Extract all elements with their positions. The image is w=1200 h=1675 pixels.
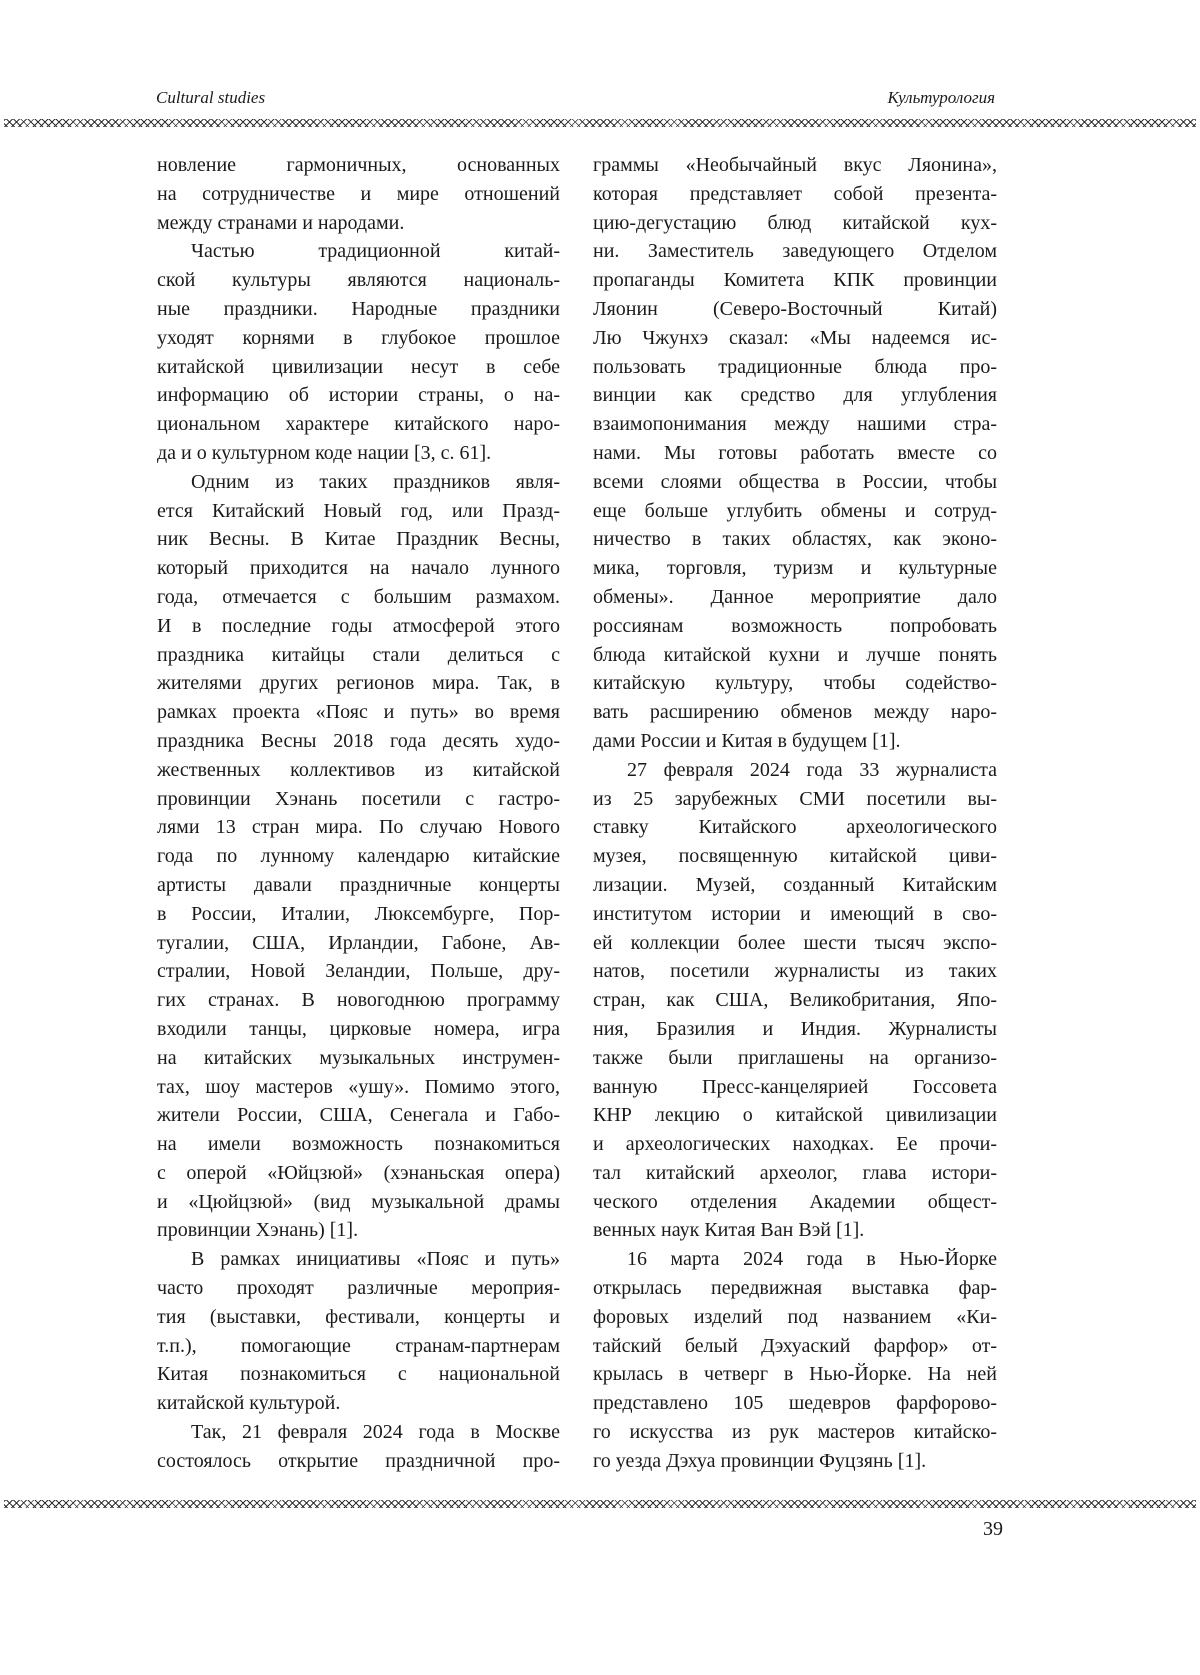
text-line: провинции Хэнань) [1]. [157,1216,560,1245]
text-line: жественных коллективов из китайской [157,756,560,785]
text-line: 16 марта 2024 года в Нью-Йорке [593,1245,997,1274]
paragraph [593,756,997,1246]
text-line: вать расширению обменов между наро- [593,698,997,727]
text-line: представлено 105 шедевров фарфорово- [593,1389,997,1418]
text-line: го искусства из рук мастеров китайско- [593,1418,997,1447]
text-line: китайскую культуру, чтобы содейство- [593,669,997,698]
text-column-left [157,151,560,1476]
text-line: пропаганды Комитета КПК провинции [593,266,997,295]
text-line: новление гармоничных, основанных [157,151,560,180]
paragraph [593,151,997,756]
text-line: также были приглашены на организо- [593,1044,997,1073]
bottom-ornamental-rule [4,1500,1196,1508]
text-line: ния, Бразилия и Индия. Журналисты [593,1015,997,1044]
text-line: россиянам возможность попробовать [593,612,997,641]
text-line: которая представляет собой презента- [593,180,997,209]
text-line: состоялось открытие праздничной про- [157,1447,560,1476]
text-line: ческого отделения Академии общест- [593,1188,997,1217]
paragraph [157,237,560,467]
page-number: 39 [983,1518,1003,1541]
text-line: цию-дегустацию блюд китайской кух- [593,209,997,238]
text-line: ные праздники. Народные праздники [157,295,560,324]
text-line: из 25 зарубежных СМИ посетили вы- [593,785,997,814]
text-line: ей коллекции более шести тысяч экспо- [593,929,997,958]
text-line: И в последние годы атмосферой этого [157,612,560,641]
text-line: форовых изделий под названием «Ки- [593,1303,997,1332]
text-line: открылась передвижная выставка фар- [593,1274,997,1303]
text-line: обмены». Данное мероприятие дало [593,583,997,612]
text-line: нами. Мы готовы работать вместе со [593,439,997,468]
text-line: рамках проекта «Пояс и путь» во время [157,698,560,727]
text-line: ни. Заместитель заведующего Отделом [593,237,997,266]
text-line: Ляонин (Северо-Восточный Китай) [593,295,997,324]
text-line: Китая познакомиться с национальной [157,1360,560,1389]
text-line: артисты давали праздничные концерты [157,871,560,900]
text-line: Лю Чжунхэ сказал: «Мы надеемся ис- [593,324,997,353]
paragraph [157,1245,560,1418]
text-line: с оперой «Юйцзюй» (хэнаньская опера) [157,1159,560,1188]
text-line: жители России, США, Сенегала и Габо- [157,1101,560,1130]
text-line: и «Цюйцзюй» (вид музыкальной драмы [157,1188,560,1217]
text-line: институтом истории и имеющий в сво- [593,900,997,929]
text-line: часто проходят различные мероприя- [157,1274,560,1303]
text-line: на сотрудничестве и мире отношений [157,180,560,209]
text-line: на имели возможность познакомиться [157,1130,560,1159]
paragraph [157,468,560,1246]
text-line: да и о культурном коде нации [3, с. 61]. [157,439,560,468]
text-line: провинции Хэнань посетили с гастро- [157,785,560,814]
top-ornamental-rule [4,119,1196,127]
text-line: тал китайский археолог, глава истори- [593,1159,997,1188]
text-line: и археологических находках. Ее прочи- [593,1130,997,1159]
text-line: ставку Китайского археологического [593,813,997,842]
running-head-left: Cultural studies [156,88,265,108]
text-line: музея, посвященную китайской циви- [593,842,997,871]
text-line: го уезда Дэхуа провинции Фуцзянь [1]. [593,1447,997,1476]
text-line: стран, как США, Великобритания, Япо- [593,986,997,1015]
text-line: между странами и народами. [157,209,560,238]
text-line: ской культуры являются националь- [157,266,560,295]
text-line: т.п.), помогающие странам-партнерам [157,1332,560,1361]
text-line: крылась в четверг в Нью-Йорке. На ней [593,1360,997,1389]
text-line: КНР лекцию о китайской цивилизации [593,1101,997,1130]
text-line: жителями других регионов мира. Так, в [157,669,560,698]
text-line: ник Весны. В Китае Праздник Весны, [157,525,560,554]
text-line: ничество в таких областях, как эконо- [593,525,997,554]
text-line: праздника китайцы стали делиться с [157,641,560,670]
text-line: уходят корнями в глубокое прошлое [157,324,560,353]
text-line: винции как средство для углубления [593,381,997,410]
text-line: китайской культурой. [157,1389,560,1418]
text-line: тах, шоу мастеров «ушу». Помимо этого, [157,1073,560,1102]
text-line: лизации. Музей, созданный Китайским [593,871,997,900]
text-line: венных наук Китая Ван Вэй [1]. [593,1216,997,1245]
text-line: Одним из таких праздников явля- [157,468,560,497]
text-line: китайской цивилизации несут в себе [157,353,560,382]
text-line: на китайских музыкальных инструмен- [157,1044,560,1073]
text-line: взаимопонимания между нашими стра- [593,410,997,439]
text-line: граммы «Необычайный вкус Ляонина», [593,151,997,180]
text-line: входили танцы, цирковые номера, игра [157,1015,560,1044]
text-line: ванную Пресс-канцелярией Госсовета [593,1073,997,1102]
text-line: 27 февраля 2024 года 33 журналиста [593,756,997,785]
text-line: всеми слоями общества в России, чтобы [593,468,997,497]
text-line: года по лунному календарю китайские [157,842,560,871]
text-line: В рамках инициативы «Пояс и путь» [157,1245,560,1274]
text-column-right [593,151,997,1476]
text-line: Частью традиционной китай- [157,237,560,266]
text-line: тайский белый Дэхуаский фарфор» от- [593,1332,997,1361]
text-line: блюда китайской кухни и лучше понять [593,641,997,670]
text-line: мика, торговля, туризм и культурные [593,554,997,583]
paragraph [593,1245,997,1475]
text-line: тугалии, США, Ирландии, Габоне, Ав- [157,929,560,958]
text-line: стралии, Новой Зеландии, Польше, дру- [157,957,560,986]
text-line: праздника Весны 2018 года десять худо- [157,727,560,756]
text-line: Так, 21 февраля 2024 года в Москве [157,1418,560,1447]
text-line: еще больше углубить обмены и сотруд- [593,497,997,526]
text-line: дами России и Китая в будущем [1]. [593,727,997,756]
text-line: года, отмечается с большим размахом. [157,583,560,612]
text-line: пользовать традиционные блюда про- [593,353,997,382]
paragraph [157,151,560,237]
text-line: тия (выставки, фестивали, концерты и [157,1303,560,1332]
text-line: который приходится на начало лунного [157,554,560,583]
text-line: натов, посетили журналисты из таких [593,957,997,986]
text-line: в России, Италии, Люксембурге, Пор- [157,900,560,929]
text-line: гих странах. В новогоднюю программу [157,986,560,1015]
text-line: циональном характере китайского наро- [157,410,560,439]
running-head-right: Культурология [888,88,995,108]
text-line: лями 13 стран мира. По случаю Нового [157,813,560,842]
text-line: ется Китайский Новый год, или Празд- [157,497,560,526]
paragraph [157,1418,560,1476]
text-line: информацию об истории страны, о на- [157,381,560,410]
